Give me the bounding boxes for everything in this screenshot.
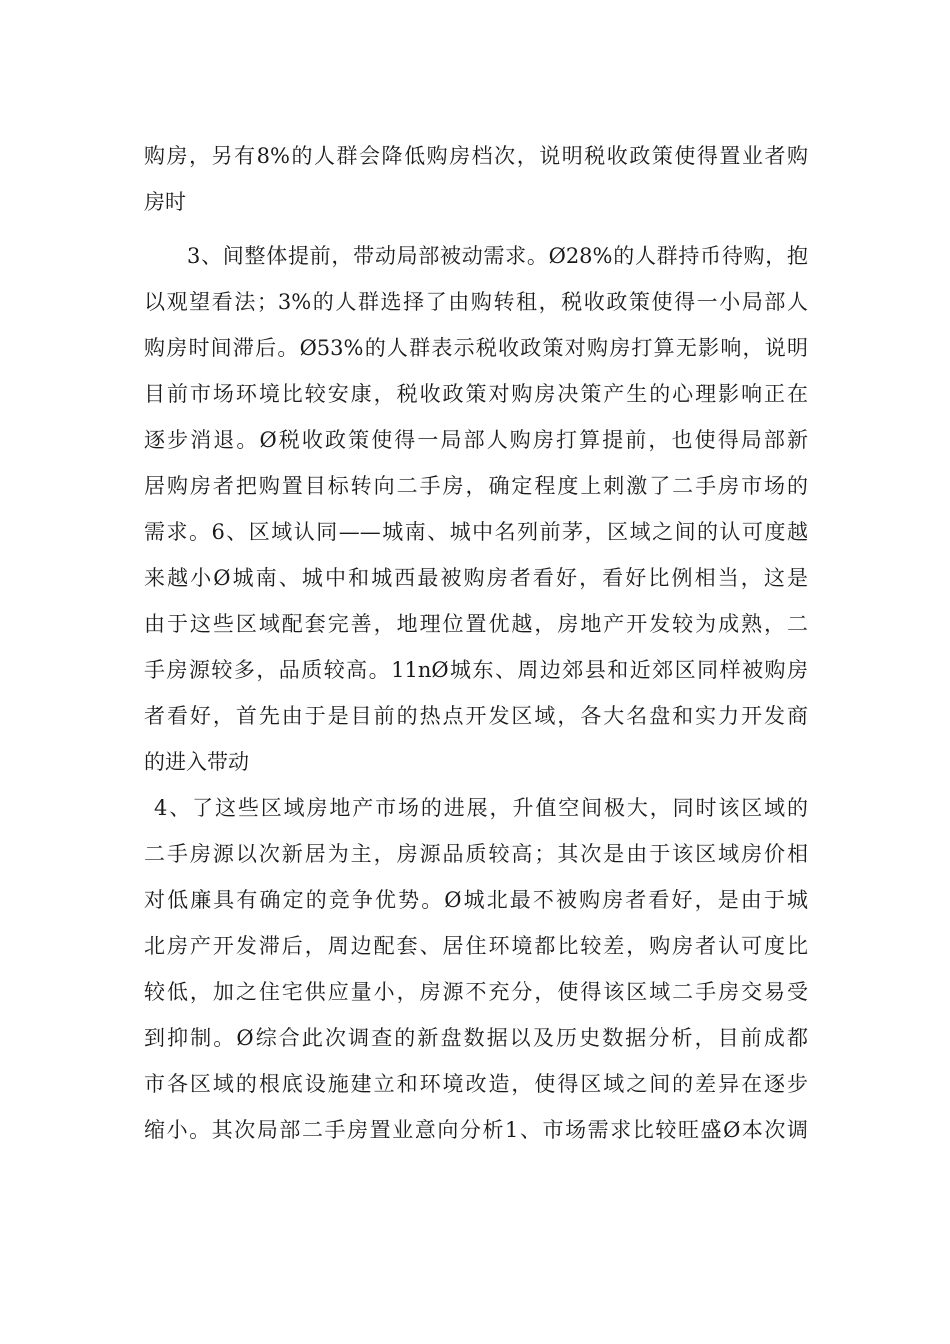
text-line: 逐步消退。Ø税收政策使得一局部人购房打算提前，也使得局部新	[144, 428, 808, 452]
text-line: 北房产开发滞后，周边配套、居住环境都比较差，购房者认可度比	[144, 934, 808, 958]
text-line: 由于这些区域配套完善，地理位置优越，房地产开发较为成熟，二	[144, 612, 808, 636]
text-line: 缩小。其次局部二手房置业意向分析1、市场需求比较旺盛Ø本次调	[144, 1118, 808, 1142]
text-line: 房时	[144, 190, 186, 214]
text-line: 二手房源以次新居为主，房源品质较高；其次是由于该区域房价相	[144, 842, 808, 866]
text-line: 手房源较多，品质较高。11nØ城东、周边郊县和近郊区同样被购房	[144, 658, 808, 682]
text-line: 者看好，首先由于是目前的热点开发区域，各大名盘和实力开发商	[144, 704, 808, 728]
text-line: 居购房者把购置目标转向二手房，确定程度上刺激了二手房市场的	[144, 474, 808, 498]
text-line: 需求。6、区域认同——城南、城中名列前茅，区域之间的认可度越	[144, 520, 808, 544]
text-line: 购房时间滞后。Ø53%的人群表示税收政策对购房打算无影响，说明	[144, 336, 808, 360]
body-text	[144, 133, 808, 1153]
text-line: 到抑制。Ø综合此次调查的新盘数据以及历史数据分析，目前成都	[144, 1026, 808, 1050]
text-line: 4、了这些区域房地产市场的进展，升值空间极大，同时该区域的	[154, 796, 808, 820]
text-line: 的进入带动	[144, 750, 249, 774]
text-line: 市各区域的根底设施建立和环境改造，使得区域之间的差异在逐步	[144, 1072, 808, 1096]
text-line: 较低，加之住宅供应量小，房源不充分，使得该区域二手房交易受	[144, 980, 808, 1004]
text-line: 目前市场环境比较安康，税收政策对购房决策产生的心理影响正在	[144, 382, 808, 406]
text-line: 3、间整体提前，带动局部被动需求。Ø28%的人群持币待购，抱	[187, 244, 808, 268]
text-line: 对低廉具有确定的竞争优势。Ø城北最不被购房者看好，是由于城	[144, 888, 808, 912]
text-line: 以观望看法；3%的人群选择了由购转租，税收政策使得一小局部人	[144, 290, 808, 314]
text-line: 购房，另有8%的人群会降低购房档次，说明税收政策使得置业者购	[144, 144, 808, 168]
text-line: 来越小Ø城南、城中和城西最被购房者看好，看好比例相当，这是	[144, 566, 808, 590]
